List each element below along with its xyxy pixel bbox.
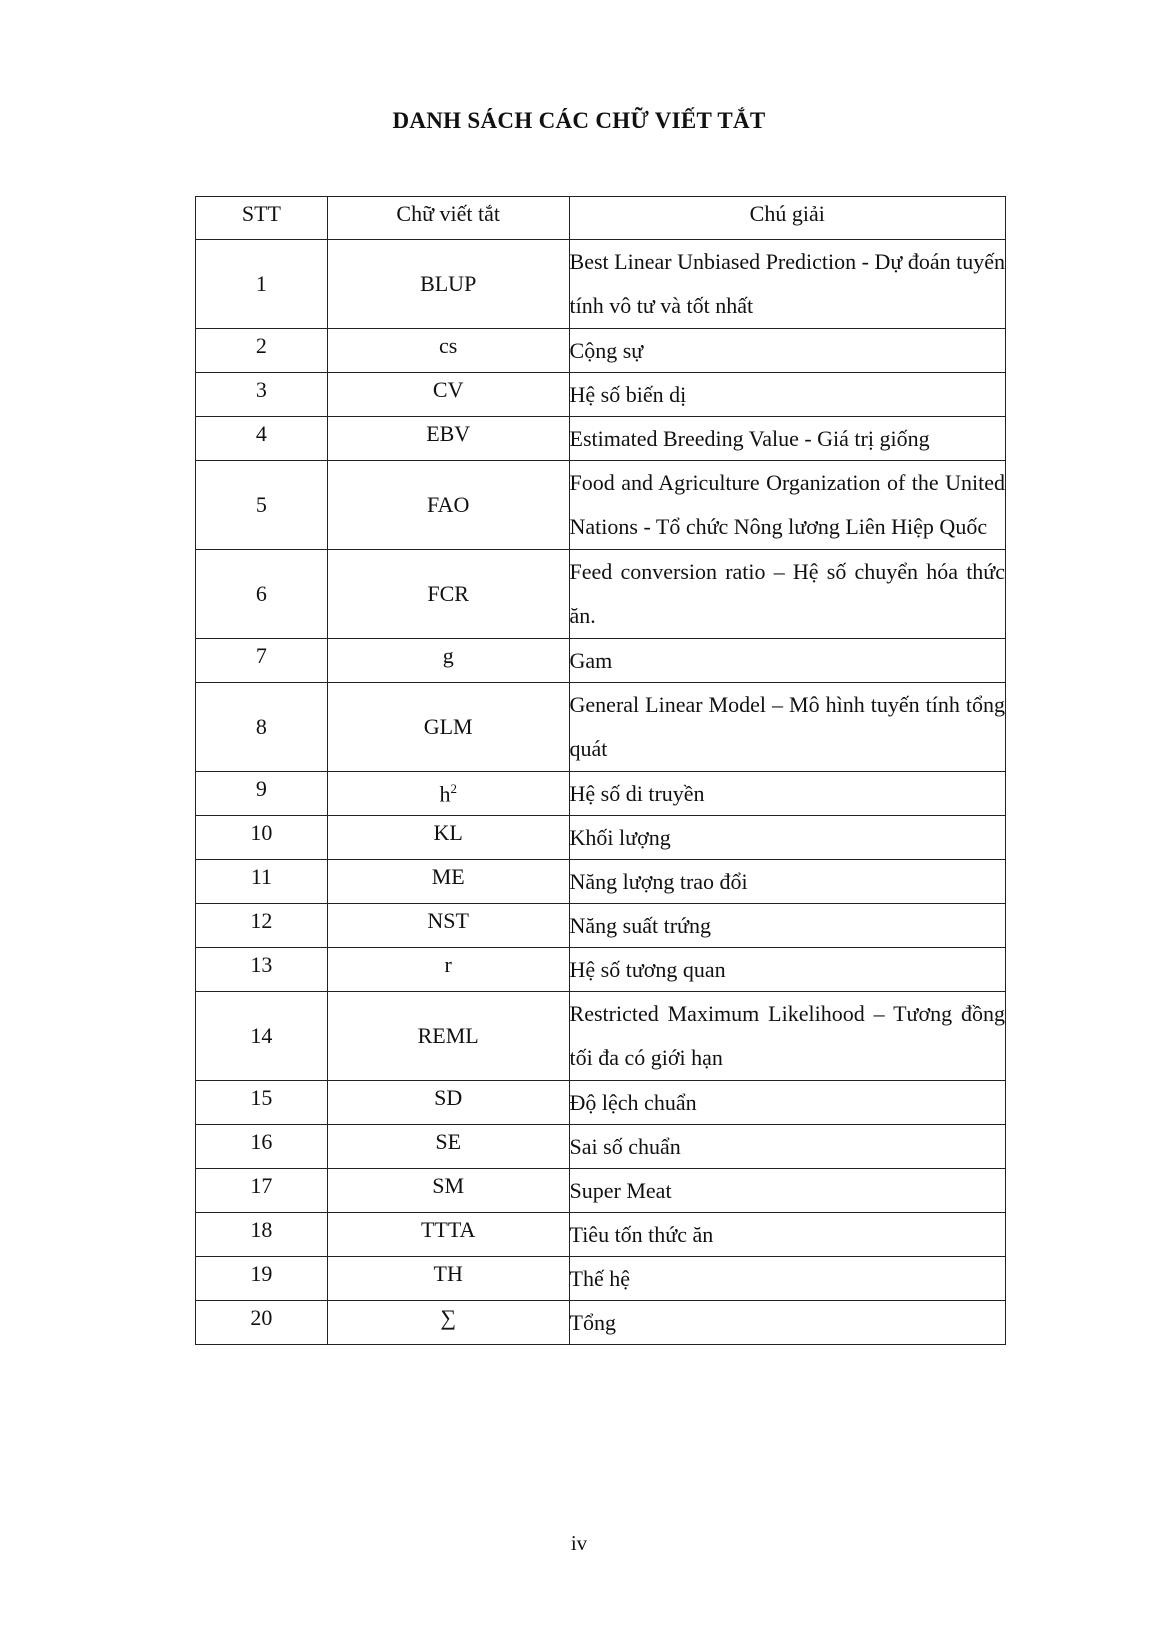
abbreviation-cell	[327, 1125, 569, 1169]
abbreviation-text: REML	[417, 1023, 479, 1048]
row-number: 1	[196, 240, 328, 329]
table-row	[196, 904, 1006, 948]
abbreviation-cell	[327, 860, 569, 904]
abbreviation-cell	[327, 1081, 569, 1125]
table-header-row	[196, 197, 1006, 240]
abbreviation-text: cs	[439, 333, 458, 358]
row-number: 6	[196, 550, 328, 639]
description-cell: Hệ số tương quan	[569, 948, 1005, 992]
table-row	[196, 1125, 1006, 1169]
row-number: 3	[196, 373, 328, 417]
abbreviation-text: FAO	[426, 492, 470, 517]
table-row	[196, 639, 1006, 683]
abbreviation-cell	[327, 417, 569, 461]
table-row	[196, 683, 1006, 772]
column-header-description: Chú giải	[569, 197, 1005, 240]
abbreviation-cell	[327, 683, 569, 772]
abbreviation-text: h	[439, 781, 451, 807]
row-number: 18	[196, 1213, 328, 1257]
row-number: 8	[196, 683, 328, 772]
abbreviation-superscript: 2	[450, 781, 457, 796]
table-body	[196, 240, 1006, 1345]
row-number: 4	[196, 417, 328, 461]
description-cell: Sai số chuẩn	[569, 1125, 1005, 1169]
abbreviation-cell	[327, 461, 569, 550]
description-cell: Best Linear Unbiased Prediction - Dự đoán tuyến tính vô tư và tốt nhất	[569, 240, 1005, 329]
abbreviation-text: SD	[434, 1085, 463, 1110]
table-row	[196, 373, 1006, 417]
description-cell: Thế hệ	[569, 1257, 1005, 1301]
column-header-stt: STT	[196, 197, 328, 240]
description-cell: Cộng sự	[569, 329, 1005, 373]
row-number: 16	[196, 1125, 328, 1169]
abbreviation-cell	[327, 1257, 569, 1301]
abbreviation-text: TTTA	[420, 1217, 476, 1242]
row-number: 5	[196, 461, 328, 550]
abbreviation-text: ∑	[440, 1305, 457, 1330]
page-title: DANH SÁCH CÁC CHỮ VIẾT TẮT	[392, 108, 766, 133]
abbreviation-cell	[327, 992, 569, 1081]
abbreviation-cell	[327, 1169, 569, 1213]
table-row	[196, 1257, 1006, 1301]
description-cell: Năng suất trứng	[569, 904, 1005, 948]
abbreviation-cell	[327, 904, 569, 948]
table-row	[196, 461, 1006, 550]
abbreviation-text: EBV	[426, 421, 471, 446]
table-row	[196, 772, 1006, 816]
description-cell: Hệ số biến dị	[569, 373, 1005, 417]
abbreviation-cell	[327, 1213, 569, 1257]
row-number: 9	[196, 772, 328, 816]
abbreviation-cell	[327, 240, 569, 329]
abbreviation-cell	[327, 816, 569, 860]
abbreviation-cell	[327, 639, 569, 683]
column-header-abbreviation: Chữ viết tắt	[327, 197, 569, 240]
table-row	[196, 329, 1006, 373]
row-number: 15	[196, 1081, 328, 1125]
abbreviation-cell	[327, 550, 569, 639]
table-row	[196, 240, 1006, 329]
abbreviation-text: ME	[431, 864, 465, 889]
description-cell: Năng lượng trao đổi	[569, 860, 1005, 904]
description-cell: Estimated Breeding Value - Giá trị giống	[569, 417, 1005, 461]
abbreviation-cell	[327, 948, 569, 992]
row-number: 11	[196, 860, 328, 904]
row-number: 2	[196, 329, 328, 373]
abbreviation-text: SM	[432, 1173, 465, 1198]
description-cell: Food and Agriculture Organization of the United Nations - Tổ chức Nông lương Liên Hiệp Quốc	[569, 461, 1005, 550]
table-row	[196, 1213, 1006, 1257]
row-number: 14	[196, 992, 328, 1081]
abbreviation-text: GLM	[423, 714, 473, 739]
table-row	[196, 550, 1006, 639]
abbreviation-text: NST	[427, 908, 469, 933]
table-row	[196, 1301, 1006, 1345]
description-cell: Gam	[569, 639, 1005, 683]
abbreviation-text: CV	[432, 377, 464, 402]
page-number: iv	[570, 1531, 588, 1555]
table-row	[196, 417, 1006, 461]
row-number: 17	[196, 1169, 328, 1213]
row-number: 10	[196, 816, 328, 860]
abbreviation-text: SE	[435, 1129, 462, 1154]
description-cell: Restricted Maximum Likelihood – Tương đồng tối đa có giới hạn	[569, 992, 1005, 1081]
table-row	[196, 992, 1006, 1081]
row-number: 7	[196, 639, 328, 683]
description-cell: Super Meat	[569, 1169, 1005, 1213]
table-row	[196, 860, 1006, 904]
abbreviation-cell	[327, 772, 569, 816]
description-cell: Feed conversion ratio – Hệ số chuyển hóa thức ăn.	[569, 550, 1005, 639]
abbreviation-text: r	[444, 952, 452, 977]
abbreviation-cell	[327, 373, 569, 417]
description-cell: Hệ số di truyền	[569, 772, 1005, 816]
abbreviation-text: BLUP	[420, 271, 477, 296]
row-number: 13	[196, 948, 328, 992]
description-cell: Tổng	[569, 1301, 1005, 1345]
row-number: 12	[196, 904, 328, 948]
row-number: 20	[196, 1301, 328, 1345]
description-cell: Khối lượng	[569, 816, 1005, 860]
description-cell: Tiêu tốn thức ăn	[569, 1213, 1005, 1257]
abbreviation-cell	[327, 1301, 569, 1345]
abbreviation-text: g	[442, 643, 454, 668]
abbreviation-text: FCR	[427, 581, 469, 606]
row-number: 19	[196, 1257, 328, 1301]
table-row	[196, 948, 1006, 992]
table-row	[196, 1169, 1006, 1213]
abbreviation-text: TH	[433, 1261, 463, 1286]
description-cell: General Linear Model – Mô hình tuyến tính tổng quát	[569, 683, 1005, 772]
description-cell: Độ lệch chuẩn	[569, 1081, 1005, 1125]
abbreviation-cell	[327, 329, 569, 373]
table-row	[196, 816, 1006, 860]
table-row	[196, 1081, 1006, 1125]
abbreviation-table	[195, 196, 1006, 1345]
abbreviation-text: KL	[433, 820, 463, 845]
